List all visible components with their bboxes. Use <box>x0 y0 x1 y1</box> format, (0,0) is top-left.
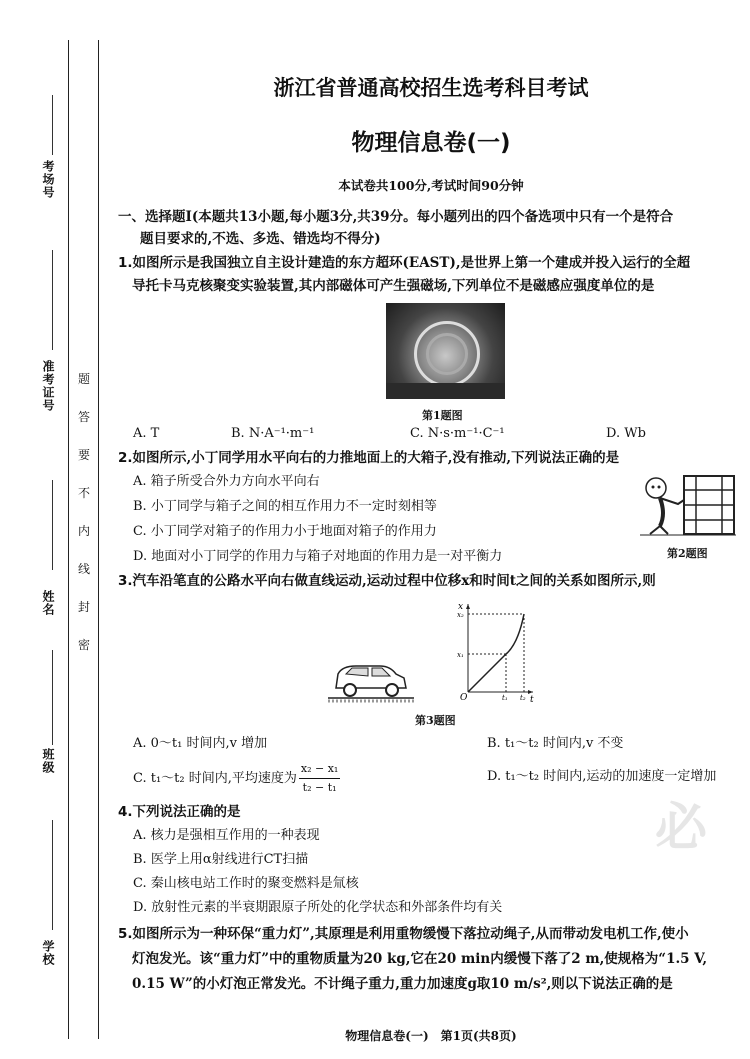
q3-option-c-text: C. t₁～t₂ 时间内,平均速度为 <box>133 771 297 786</box>
page-footer: 物理信息卷(一) 第1页(共8页) <box>345 1029 517 1043</box>
warning-char: 密 <box>78 638 91 652</box>
q5-stem-line3: 0.15 W”的小灯泡正常发光。不计绳子重力,重力加速度g取10 m/s²,则以下说法正确的是 <box>132 976 673 992</box>
q3-stem <box>118 572 656 590</box>
q4-option-c[interactable]: C. 秦山核电站工作时的聚变燃料是氚核 <box>133 876 359 891</box>
x-t-curve <box>506 614 524 654</box>
warning-char: 封 <box>78 600 91 614</box>
q2-stem <box>118 449 619 467</box>
q2-option-b[interactable]: B. 小丁同学与箱子之间的相互作用力不一定时刻相等 <box>133 499 437 514</box>
boy-pushing-box-figure <box>638 470 738 540</box>
warning-char: 题 <box>78 372 91 386</box>
binding-line-outer <box>68 40 69 1039</box>
photo-base <box>386 383 505 399</box>
warning-char: 内 <box>78 524 91 538</box>
exam-name: 浙江省普通高校招生选考科目考试 <box>273 76 589 100</box>
name-label: 姓名 <box>41 590 55 616</box>
q3-option-c[interactable] <box>133 760 340 797</box>
q1-option-d[interactable]: D. Wb <box>606 426 646 441</box>
q5-text: 如图所示为一种环保“重力灯”,其原理是利用重物缓慢下落拉动绳子,从而带动发电机工作,使小 <box>132 926 689 942</box>
fraction-numerator: x₂ − x₁ <box>299 760 340 779</box>
q1-option-b[interactable]: B. N·A⁻¹·m⁻¹ <box>231 426 315 441</box>
q5-stem-line2: 灯泡发光。该“重力灯”中的重物质量为20 kg,它在20 min内缓慢下落了2 m,使规格为“1.5 V, <box>132 951 708 967</box>
q4-text: 下列说法正确的是 <box>132 804 241 820</box>
question-number: 5. <box>118 926 133 942</box>
exam-subtitle: 本试卷共100分,考试时间90分钟 <box>338 178 524 193</box>
school-label: 学校 <box>41 940 55 966</box>
q2-option-c[interactable]: C. 小丁同学对箱子的作用力小于地面对箱子的作用力 <box>133 524 437 539</box>
q1-stem-line2: 导托卡马克核聚变实验装置,其内部磁体可产生强磁场,下列单位不是磁感应强度单位的是 <box>132 278 655 294</box>
boy-head <box>646 478 666 498</box>
photo-ring <box>426 333 468 375</box>
q2-text: 如图所示,小丁同学用水平向右的力推地面上的大箱子,没有推动,下列说法正确的是 <box>132 450 620 466</box>
q4-stem <box>118 803 241 821</box>
question-number: 1. <box>118 255 133 271</box>
paper-title: 物理信息卷(一) <box>351 130 511 156</box>
tick-t2: t₂ <box>520 694 526 702</box>
tick-t1: t₁ <box>502 694 508 702</box>
q1-caption: 第1题图 <box>422 409 463 422</box>
q3-option-d[interactable]: D. t₁～t₂ 时间内,运动的加速度一定增加 <box>487 769 717 784</box>
q3-caption: 第3题图 <box>415 714 456 727</box>
section-heading-cont: 题目要求的,不选、多选、错选均不得分) <box>140 231 381 247</box>
question-number: 2. <box>118 450 133 466</box>
q4-option-a[interactable]: A. 核力是强相互作用的一种表现 <box>133 828 320 843</box>
warning-char: 线 <box>78 562 91 576</box>
binding-line-inner <box>98 40 99 1039</box>
exam-room-label: 考场号 <box>41 160 55 199</box>
x-axis-label: t <box>530 695 534 704</box>
tick-x2: x₂ <box>457 611 464 619</box>
q1-text: 如图所示是我国独立自主设计建造的东方超环(EAST),是世界上第一个建成并投入运行的全超 <box>132 255 691 271</box>
binding-margin <box>0 0 112 1059</box>
q4-option-d[interactable]: D. 放射性元素的半衰期跟原子所处的化学状态和外部条件均有关 <box>133 900 503 915</box>
q1-option-a[interactable]: A. T <box>133 426 160 441</box>
class-blank[interactable] <box>52 650 53 745</box>
tick-x1: x₁ <box>457 651 464 659</box>
question-number: 3. <box>118 573 133 589</box>
warning-char: 答 <box>78 410 91 424</box>
q3-text: 汽车沿笔直的公路水平向右做直线运动,运动过程中位移x和时间t之间的关系如图所示,则 <box>132 573 656 589</box>
q2-option-a[interactable]: A. 箱子所受合外力方向水平向右 <box>133 474 320 489</box>
question-number: 4. <box>118 804 133 820</box>
q3-option-a[interactable]: A. 0～t₁ 时间内,v 增加 <box>133 736 268 751</box>
q5-stem-line1 <box>118 925 689 943</box>
average-velocity-fraction <box>299 760 340 797</box>
warning-char: 不 <box>78 486 91 500</box>
fraction-denominator: t₂ − t₁ <box>302 781 337 794</box>
school-blank[interactable] <box>52 820 53 930</box>
east-tokamak-photo <box>386 303 505 399</box>
exam-room-blank[interactable] <box>52 95 53 155</box>
x-t-line <box>468 654 506 692</box>
y-axis-label: x <box>458 602 464 612</box>
origin-label: O <box>460 693 468 703</box>
q3-option-b[interactable]: B. t₁～t₂ 时间内,v 不变 <box>487 736 624 751</box>
q4-option-b[interactable]: B. 医学上用α射线进行CT扫描 <box>133 852 309 867</box>
ticket-number-blank[interactable] <box>52 250 53 350</box>
q1-option-c[interactable]: C. N·s·m⁻¹·C⁻¹ <box>410 426 505 441</box>
class-label: 班级 <box>41 748 55 774</box>
name-blank[interactable] <box>52 480 53 570</box>
q3-figure <box>328 600 538 704</box>
warning-char: 要 <box>78 448 91 462</box>
q2-caption: 第2题图 <box>667 547 708 560</box>
q2-option-d[interactable]: D. 地面对小丁同学的作用力与箱子对地面的作用力是一对平衡力 <box>133 549 503 564</box>
section-heading: 一、选择题Ⅰ(本题共13小题,每小题3分,共39分。每小题列出的四个备选项中只有一个是符合 <box>118 209 674 225</box>
q1-stem-line1 <box>118 254 690 272</box>
ticket-number-label: 准考证号 <box>41 360 55 412</box>
watermark: 必 <box>655 798 708 858</box>
